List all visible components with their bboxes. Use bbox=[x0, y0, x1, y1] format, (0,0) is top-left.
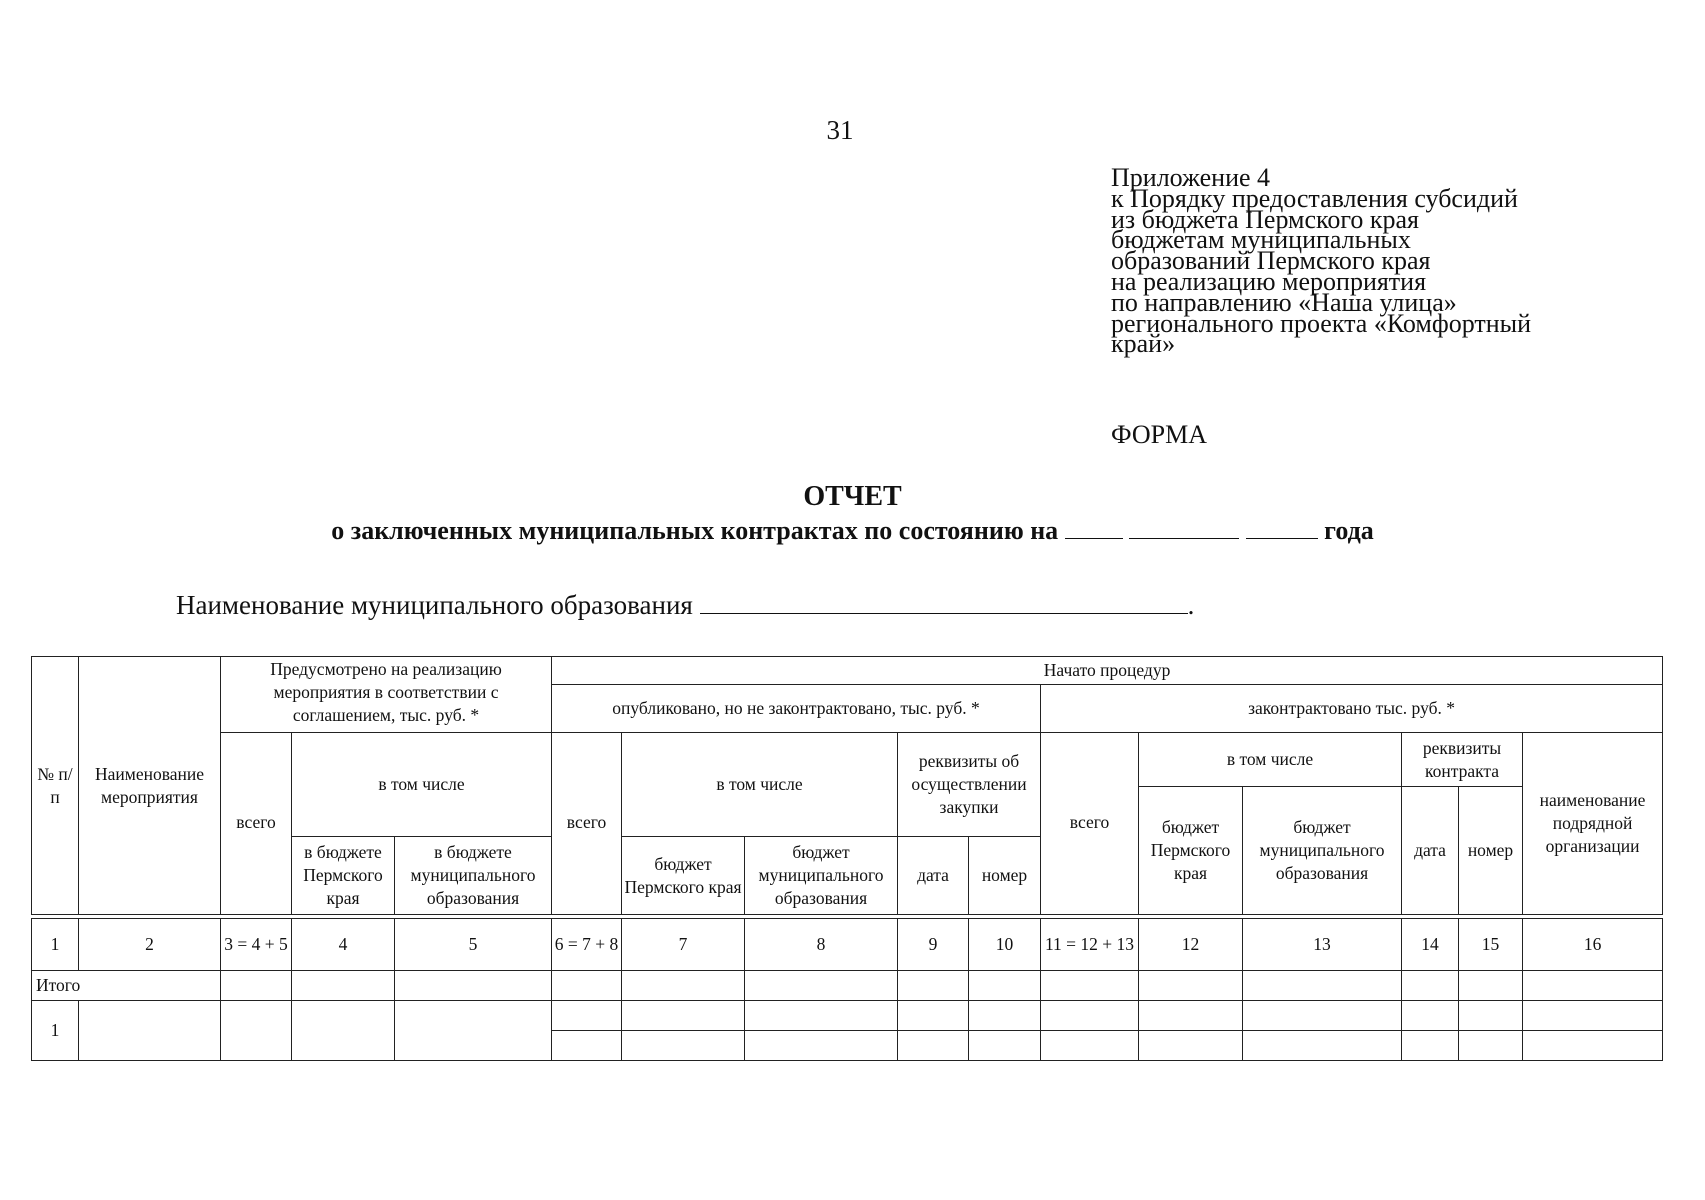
header-planned-including: в том числе bbox=[292, 733, 552, 837]
column-number: 10 bbox=[969, 919, 1041, 971]
header-published-budget-perm: бюджет Пермского края bbox=[622, 837, 745, 915]
header-procurement-number: номер bbox=[969, 837, 1041, 915]
form-label: ФОРМА bbox=[1111, 420, 1207, 449]
total-row-label: Итого bbox=[32, 971, 221, 1001]
header-contracted-total: всего bbox=[1041, 733, 1139, 915]
table-cell[interactable] bbox=[1402, 1001, 1459, 1031]
table-cell[interactable] bbox=[745, 1001, 898, 1031]
table-cell[interactable] bbox=[898, 1001, 969, 1031]
table-row bbox=[32, 1001, 1663, 1031]
appendix-line: бюджетам муниципальных bbox=[1111, 225, 1411, 255]
day-blank bbox=[1065, 538, 1123, 539]
column-number: 11 = 12 + 13 bbox=[1041, 919, 1139, 971]
header-contracted-budget-mun: бюджет муниципального образования bbox=[1243, 787, 1402, 915]
column-number: 6 = 7 + 8 bbox=[552, 919, 622, 971]
column-number: 5 bbox=[395, 919, 552, 971]
column-number: 16 bbox=[1523, 919, 1663, 971]
table-cell[interactable] bbox=[969, 1031, 1041, 1061]
column-number: 8 bbox=[745, 919, 898, 971]
header-published-including: в том числе bbox=[622, 733, 898, 837]
table-cell[interactable] bbox=[1523, 1031, 1663, 1061]
report-title: ОТЧЕТ bbox=[803, 481, 902, 512]
row-number: 1 bbox=[32, 1001, 79, 1061]
header-num: № п/п bbox=[32, 657, 79, 915]
header-planned-total: всего bbox=[221, 733, 292, 915]
appendix-line: по направлению «Наша улица» bbox=[1111, 287, 1457, 317]
appendix-line: на реализацию мероприятия bbox=[1111, 266, 1427, 296]
table-cell[interactable] bbox=[622, 971, 745, 1001]
table-cell[interactable] bbox=[1243, 1031, 1402, 1061]
header-planned: Предусмотрено на реализацию мероприятия в соответствии с соглашением, тыс. руб. * bbox=[221, 657, 552, 733]
header-contract-details: реквизиты контракта bbox=[1402, 733, 1523, 787]
report-table bbox=[31, 656, 1663, 1061]
column-numbers-row bbox=[32, 919, 1663, 971]
table-cell[interactable] bbox=[221, 1001, 292, 1061]
table-cell[interactable] bbox=[1139, 1001, 1243, 1031]
column-number: 7 bbox=[622, 919, 745, 971]
month-blank bbox=[1129, 538, 1239, 539]
header-contracted: законтрактовано тыс. руб. * bbox=[1041, 685, 1663, 733]
year-blank bbox=[1246, 538, 1318, 539]
header-contractor-name: наименование подрядной организации bbox=[1523, 733, 1663, 915]
column-number: 14 bbox=[1402, 919, 1459, 971]
municipality-end: . bbox=[1187, 590, 1195, 620]
table-cell[interactable] bbox=[622, 1031, 745, 1061]
column-number: 1 bbox=[32, 919, 79, 971]
header-procurement-details: реквизиты об осуществлении закупки bbox=[898, 733, 1041, 837]
table-cell[interactable] bbox=[1041, 971, 1139, 1001]
table-cell[interactable] bbox=[552, 971, 622, 1001]
table-cell[interactable] bbox=[745, 971, 898, 1001]
column-number: 2 bbox=[79, 919, 221, 971]
column-number: 13 bbox=[1243, 919, 1402, 971]
table-cell[interactable] bbox=[1459, 971, 1523, 1001]
table-cell[interactable] bbox=[1459, 1001, 1523, 1031]
table-cell[interactable] bbox=[1243, 1001, 1402, 1031]
table-cell[interactable] bbox=[1243, 971, 1402, 1001]
page-number: 31 bbox=[826, 115, 854, 145]
column-number: 4 bbox=[292, 919, 395, 971]
table-cell[interactable] bbox=[1041, 1031, 1139, 1061]
table-cell[interactable] bbox=[1402, 1031, 1459, 1061]
table-cell[interactable] bbox=[898, 1031, 969, 1061]
table-cell[interactable] bbox=[292, 1001, 395, 1061]
appendix-line: из бюджета Пермского края bbox=[1111, 204, 1420, 234]
table-cell[interactable] bbox=[1523, 1001, 1663, 1031]
total-row bbox=[32, 971, 1663, 1001]
table-cell[interactable] bbox=[969, 1001, 1041, 1031]
header-planned-budget-perm: в бюджете Пермского края bbox=[292, 837, 395, 915]
column-number: 15 bbox=[1459, 919, 1523, 971]
table-cell[interactable] bbox=[1402, 971, 1459, 1001]
report-subtitle bbox=[0, 516, 1705, 546]
header-contracted-budget-perm: бюджет Пермского края bbox=[1139, 787, 1243, 915]
appendix-line: Приложение 4 bbox=[1111, 163, 1271, 192]
table-cell[interactable] bbox=[1139, 971, 1243, 1001]
header-contract-number: номер bbox=[1459, 787, 1523, 915]
table-cell[interactable] bbox=[745, 1031, 898, 1061]
header-published: опубликовано, но не законтрактовано, тыс. руб. * bbox=[552, 685, 1041, 733]
table-cell[interactable] bbox=[221, 971, 292, 1001]
header-event-name: Наименование мероприятия bbox=[79, 657, 221, 915]
table-cell[interactable] bbox=[1459, 1031, 1523, 1061]
appendix-line: край» bbox=[1111, 329, 1176, 359]
appendix-line: регионального проекта «Комфортный bbox=[1111, 308, 1532, 338]
header-contract-date: дата bbox=[1402, 787, 1459, 915]
header-published-total: всего bbox=[552, 733, 622, 915]
table-cell[interactable] bbox=[552, 1001, 622, 1031]
table-cell[interactable] bbox=[1523, 971, 1663, 1001]
table-cell[interactable] bbox=[79, 1001, 221, 1061]
column-number: 3 = 4 + 5 bbox=[221, 919, 292, 971]
table-cell[interactable] bbox=[969, 971, 1041, 1001]
municipality-label: Наименование муниципального образования bbox=[176, 590, 693, 620]
report-subtitle-suffix: года bbox=[1324, 516, 1374, 545]
municipality-blank bbox=[700, 613, 1188, 614]
table-cell[interactable] bbox=[622, 1001, 745, 1031]
header-contracted-including: в том числе bbox=[1139, 733, 1402, 787]
header-published-budget-mun: бюджет муниципального образования bbox=[745, 837, 898, 915]
header-planned-budget-mun: в бюджете муниципального образования bbox=[395, 837, 552, 915]
appendix-line: к Порядку предоставления субсидий bbox=[1111, 183, 1518, 213]
header-procurement-date: дата bbox=[898, 837, 969, 915]
header-procedures-started: Начато процедур bbox=[552, 657, 1663, 685]
column-number: 12 bbox=[1139, 919, 1243, 971]
appendix-line: образований Пермского края bbox=[1111, 246, 1431, 276]
table-cell[interactable] bbox=[1139, 1031, 1243, 1061]
column-number: 9 bbox=[898, 919, 969, 971]
municipality-line bbox=[176, 590, 1194, 621]
table-cell[interactable] bbox=[898, 971, 969, 1001]
table-cell[interactable] bbox=[292, 971, 395, 1001]
table-cell[interactable] bbox=[552, 1031, 622, 1061]
table-cell[interactable] bbox=[395, 1001, 552, 1061]
table-cell[interactable] bbox=[395, 971, 552, 1001]
table-cell[interactable] bbox=[1041, 1001, 1139, 1031]
report-subtitle-text: о заключенных муниципальных контрактах по состоянию на bbox=[331, 516, 1059, 545]
appendix-block bbox=[1111, 163, 1671, 359]
